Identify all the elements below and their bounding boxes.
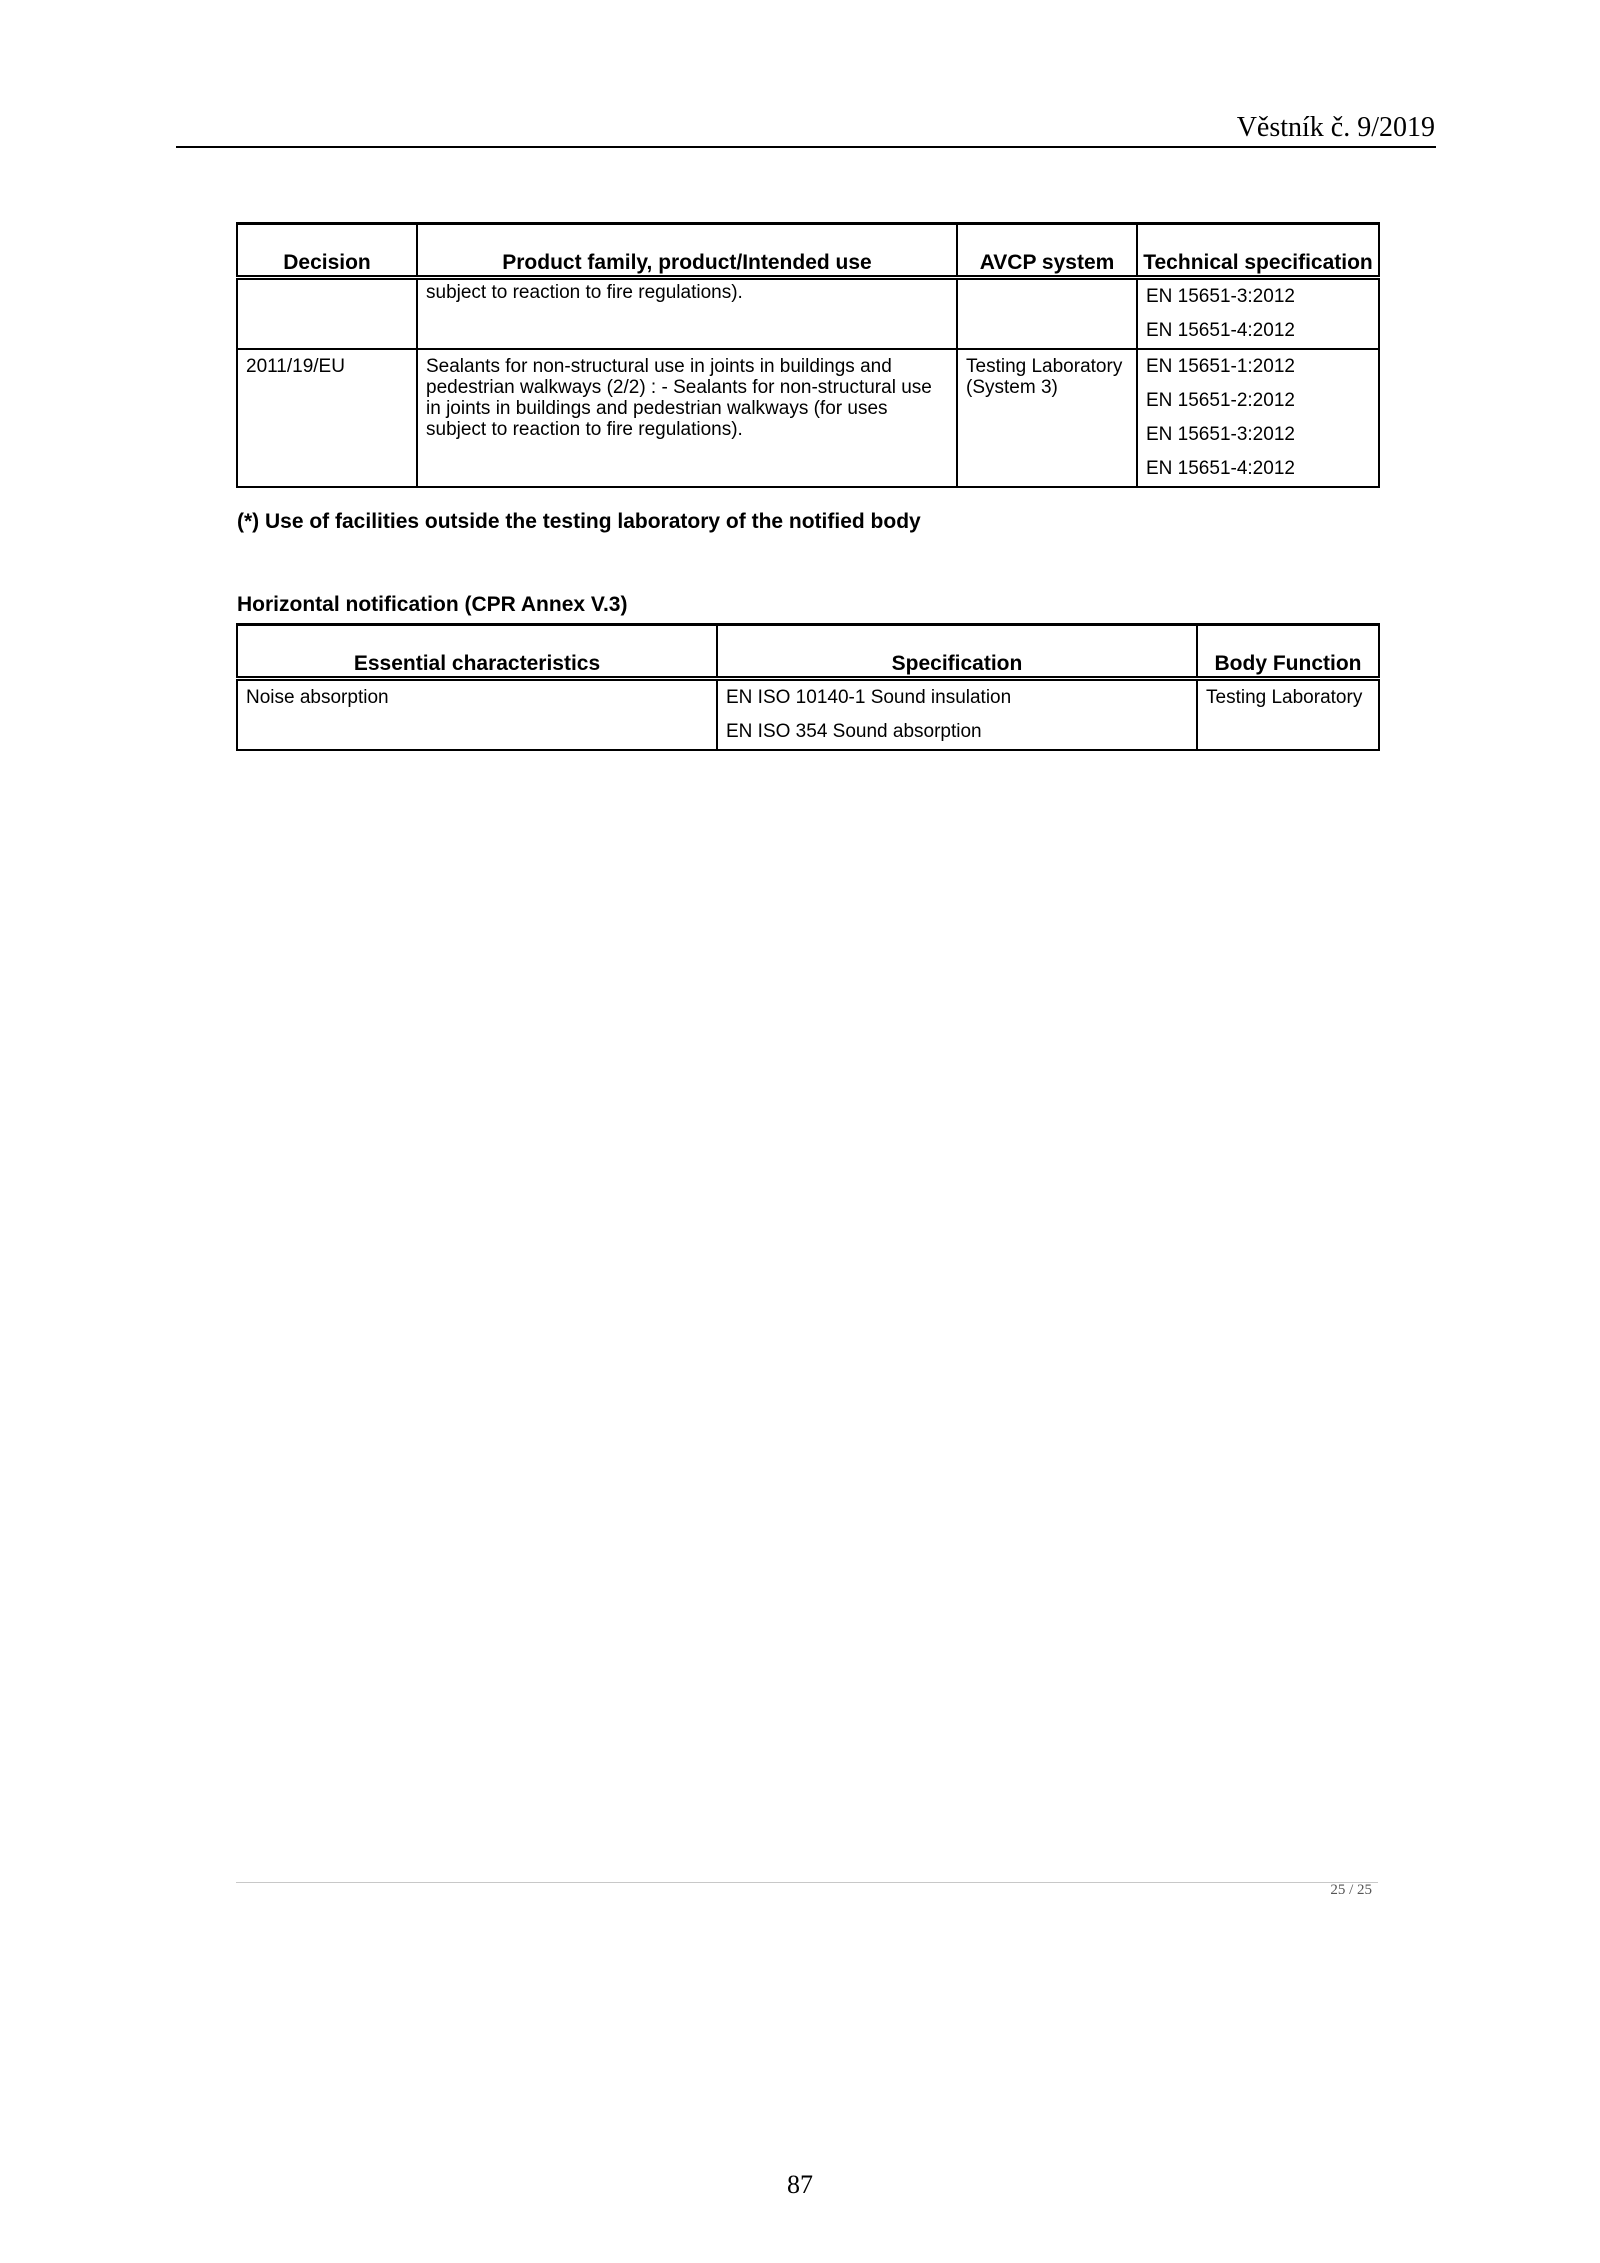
- page-counter: 25 / 25: [1330, 1882, 1372, 1898]
- decisions-table: [236, 222, 1380, 488]
- page-number: 87: [787, 2170, 813, 2199]
- decision-cell: 2011/19/EU: [237, 349, 417, 487]
- column-header-decision: Decision: [237, 224, 417, 278]
- column-header-essential-characteristics: Essential characteristics: [237, 625, 717, 679]
- table-header-row: [237, 625, 1379, 679]
- horizontal-notification-table: [236, 623, 1380, 751]
- gazette-title: Věstník č. 9/2019: [1236, 112, 1435, 143]
- table-header-row: [237, 224, 1379, 278]
- spec-item: EN ISO 10140-1 Sound insulation: [726, 687, 1012, 708]
- table-row: [237, 679, 1379, 751]
- spec-item: EN 15651-2:2012: [1146, 390, 1295, 411]
- table-row: [237, 349, 1379, 487]
- spec-cell: [717, 679, 1197, 751]
- footnote: (*) Use of facilities outside the testing laboratory of the notified body: [237, 510, 921, 533]
- spec-cell: [1137, 278, 1379, 350]
- footer-rule: [236, 1882, 1378, 1883]
- spec-item: EN 15651-4:2012: [1146, 458, 1295, 479]
- column-header-technical-spec: Technical specification: [1137, 224, 1379, 278]
- spec-item: EN 15651-4:2012: [1146, 320, 1295, 341]
- header-rule: [176, 146, 1436, 148]
- body-function-cell: Testing Laboratory: [1197, 679, 1379, 751]
- column-header-specification: Specification: [717, 625, 1197, 679]
- spec-item: EN 15651-1:2012: [1146, 356, 1295, 377]
- spec-item: EN ISO 354 Sound absorption: [726, 721, 982, 742]
- column-header-avcp: AVCP system: [957, 224, 1137, 278]
- spec-item: EN 15651-3:2012: [1146, 424, 1295, 445]
- spec-item: EN 15651-3:2012: [1146, 286, 1295, 307]
- spec-cell: [1137, 349, 1379, 487]
- column-header-body-function: Body Function: [1197, 625, 1379, 679]
- product-cell: subject to reaction to fire regulations).: [417, 278, 957, 350]
- avcp-cell: [957, 278, 1137, 350]
- product-cell: Sealants for non-structural use in joints in buildings and pedestrian walkways (2/2) : - Sealants for non-structural use in joints in buildings and pedestrian walkways (for uses subject to reaction to fire regulations).: [417, 349, 957, 487]
- decision-cell: [237, 278, 417, 350]
- characteristic-cell: Noise absorption: [237, 679, 717, 751]
- column-header-product: Product family, product/Intended use: [417, 224, 957, 278]
- avcp-cell: Testing Laboratory (System 3): [957, 349, 1137, 487]
- table-row: [237, 278, 1379, 350]
- section-title: Horizontal notification (CPR Annex V.3): [237, 593, 628, 616]
